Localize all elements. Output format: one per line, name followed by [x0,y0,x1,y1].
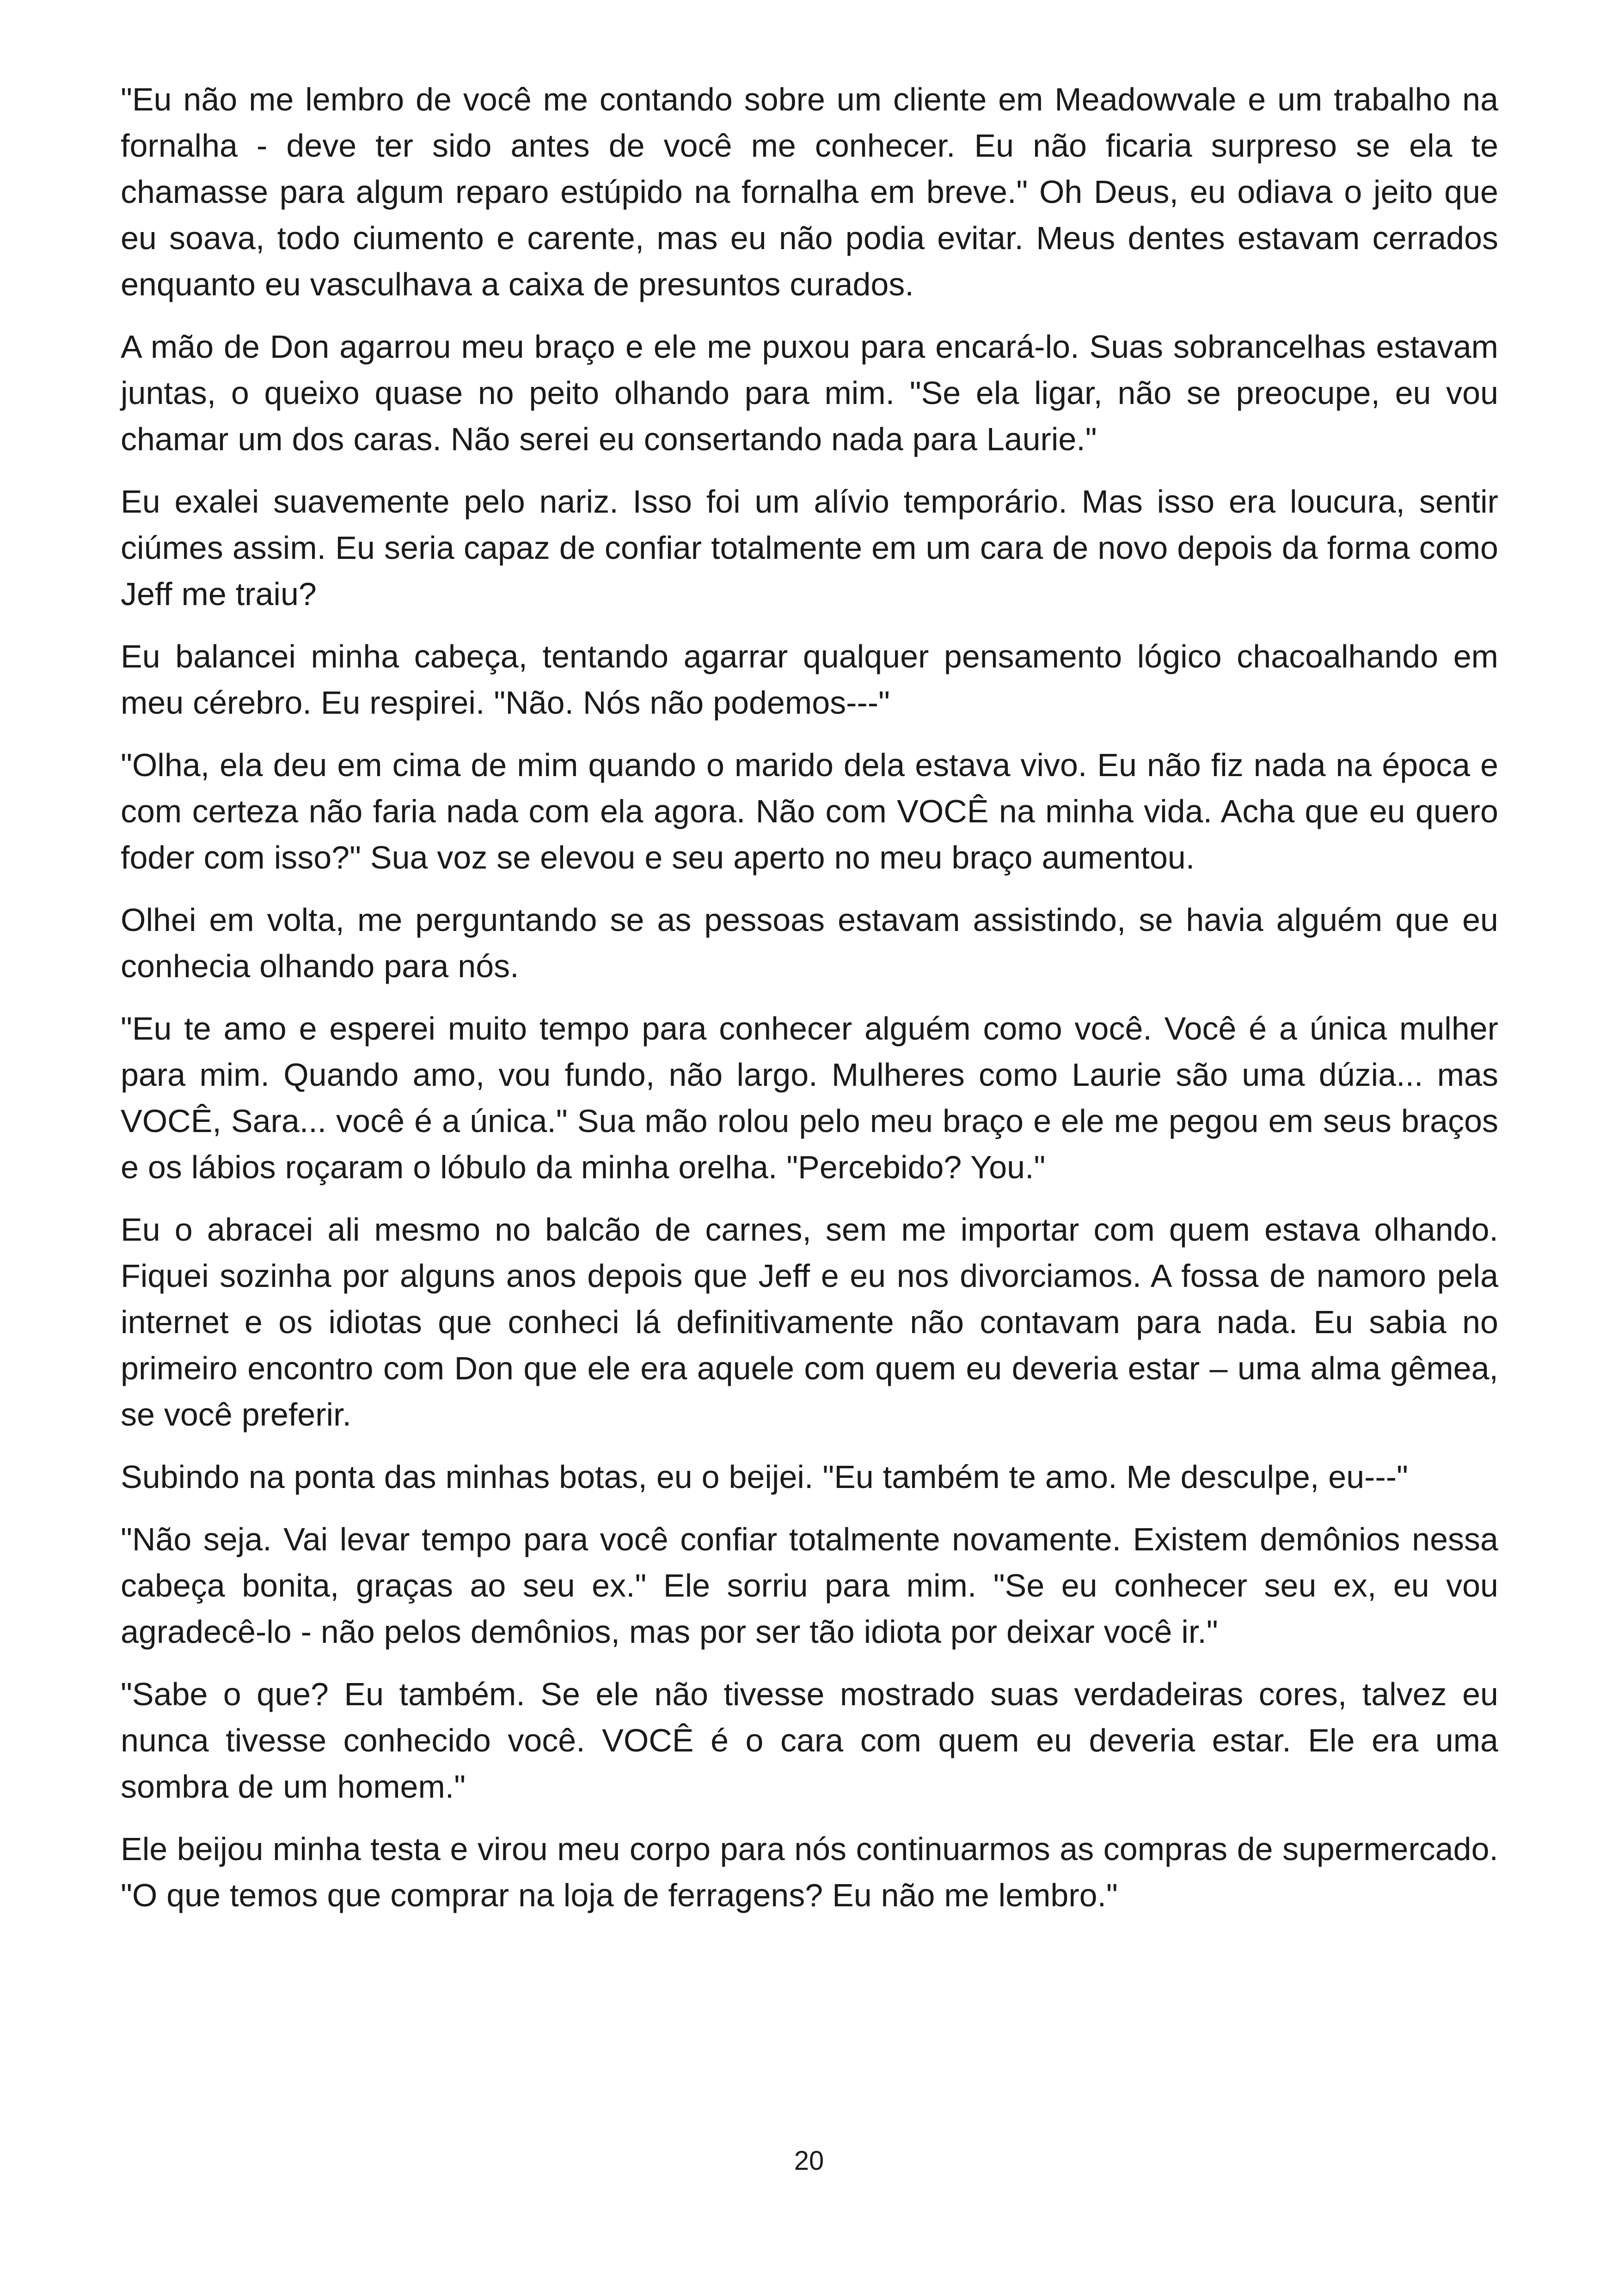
paragraph-12: Ele beijou minha testa e virou meu corpo para nós continuarmos as compras de supermercado. "O que temos que comprar na loja de ferragens? Eu não me lembro." [121,1831,1498,1913]
paragraph-4: Eu balancei minha cabeça, tentando agarrar qualquer pensamento lógico chacoalhando em meu cérebro. Eu respirei. "Não. Nós não podemos---" [121,638,1498,721]
paragraph-9: Subindo na ponta das minhas botas, eu o beijei. "Eu também te amo. Me desculpe, eu---" [121,1459,1408,1495]
paragraph-10: "Não seja. Vai levar tempo para você confiar totalmente novamente. Existem demônios nessa cabeça bonita, graças ao seu ex." Ele sorriu para mim. "Se eu conhecer seu ex, eu vou agradecê-lo - não pelos demônios, mas por ser tão idiota por deixar você ir." [121,1521,1498,1650]
page-number: 20 [794,2146,824,2176]
paragraph-5: "Olha, ela deu em cima de mim quando o marido dela estava vivo. Eu não fiz nada na época e com certeza não faria nada com ela agora. Não com VOCÊ na minha vida. Acha que eu quero foder com isso?" Sua voz se elevou e seu aperto no meu braço aumentou. [121,747,1498,876]
paragraph-2: A mão de Don agarrou meu braço e ele me puxou para encará-lo. Suas sobrancelhas estavam juntas, o queixo quase no peito olhando para mim. "Se ela ligar, não se preocupe, eu vou chamar um dos caras. Não serei eu consertando nada para Laurie." [121,329,1498,457]
paragraph-7: "Eu te amo e esperei muito tempo para conhecer alguém como você. Você é a única mulher para mim. Quando amo, vou fundo, não largo. Mulheres como Laurie são uma dúzia... mas VOCÊ, Sara... você é a única." Sua mão rolou pelo meu braço e ele me pegou em seus braços e os lábios roçaram o lóbulo da minha orelha. "Percebido? You." [121,1010,1498,1185]
paragraph-8: Eu o abracei ali mesmo no balcão de carnes, sem me importar com quem estava olhando. Fiquei sozinha por alguns anos depois que Jeff e eu nos divorciamos. A fossa de namoro pela internet e os idiotas que conheci lá definitivamente não contavam para nada. Eu sabia no primeiro encontro com Don que ele era aquele com quem eu deveria estar – uma alma gêmea, se você preferir. [121,1212,1498,1433]
paragraph-11: "Sabe o que? Eu também. Se ele não tivesse mostrado suas verdadeiras cores, talvez eu nunca tivesse conhecido você. VOCÊ é o cara com quem eu deveria estar. Ele era uma sombra de um homem." [121,1676,1498,1805]
paragraph-6: Olhei em volta, me perguntando se as pessoas estavam assistindo, se havia alguém que eu conhecia olhando para nós. [121,902,1498,984]
paragraph-3: Eu exalei suavemente pelo nariz. Isso foi um alívio temporário. Mas isso era loucura, sentir ciúmes assim. Eu seria capaz de confiar totalmente em um cara de novo depois da forma como Jeff me traiu? [121,484,1498,612]
body-text [121,76,1498,1935]
paragraph-1: "Eu não me lembro de você me contando sobre um cliente em Meadowvale e um trabalho na fornalha - deve ter sido antes de você me conhecer. Eu não ficaria surpreso se ela te chamasse para algum reparo estúpido na fornalha em breve." Oh Deus, eu odiava o jeito que eu soava, todo ciumento e carente, mas eu não podia evitar. Meus dentes estavam cerrados enquanto eu vasculhava a caixa de presuntos curados. [121,81,1498,302]
